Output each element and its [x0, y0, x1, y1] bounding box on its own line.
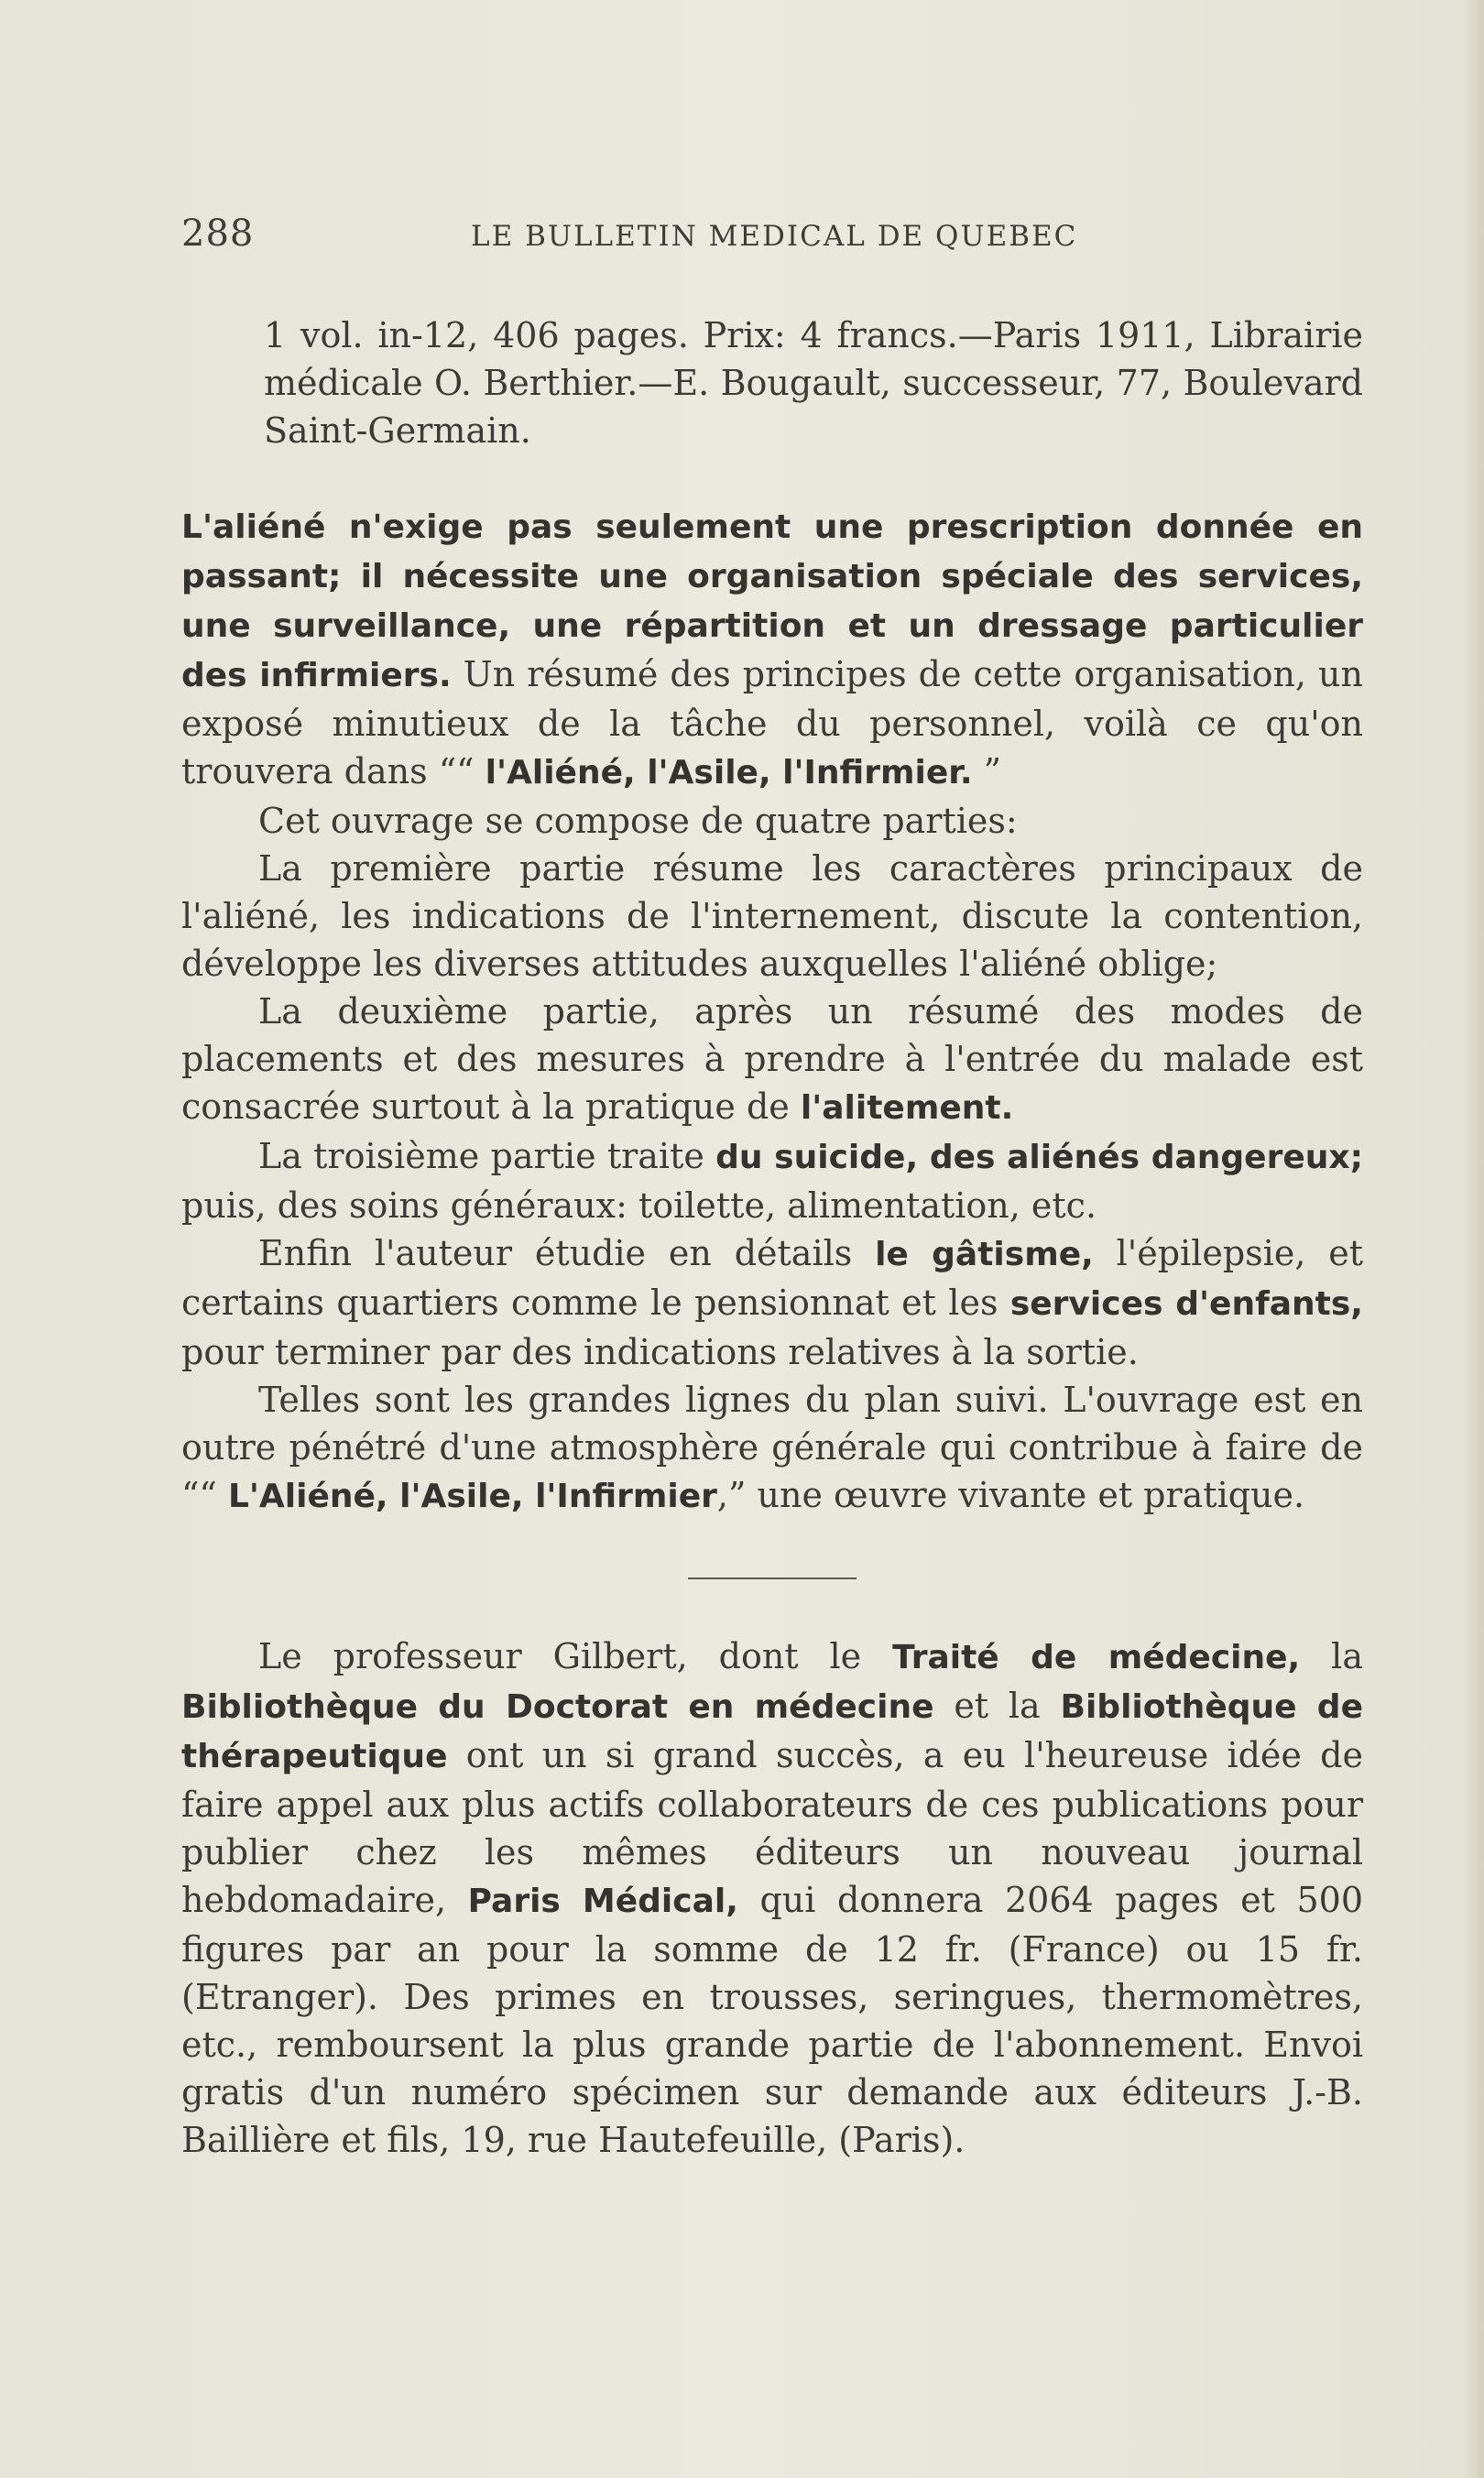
- review-bold: du suicide, des aliénés dangereux;: [715, 1139, 1363, 1176]
- review-paragraph-1: [181, 502, 1363, 797]
- book-title: l'Aliéné, l'Asile, l'Infirmier.: [485, 754, 973, 791]
- review-bold-intro: L'aliéné n'exige pas seulement une prescription donnée en passant; il nécessite une organisation spéciale des services, une surveillance, une répartition et un dressage particulier des infirmiers.: [181, 508, 1363, 694]
- review-paragraph-5: [181, 1132, 1363, 1229]
- review-text: Enfin l'auteur étudie en détails: [258, 1233, 876, 1273]
- notice-bold: Traité de médecine,: [892, 1639, 1301, 1676]
- review-bold: l'alitement.: [800, 1089, 1014, 1127]
- notice-bold: Paris Médical,: [467, 1883, 738, 1920]
- page-body: [181, 311, 1363, 2164]
- page-number: 288: [181, 213, 255, 255]
- notice-bold: Bibliothèque de thérapeutique: [181, 1688, 1363, 1775]
- section-divider: [688, 1577, 857, 1579]
- book-title: L'Aliéné, l'Asile, l'Infirmier: [227, 1478, 717, 1515]
- review-paragraph-6: [181, 1229, 1363, 1376]
- review-paragraph-4: [181, 988, 1363, 1132]
- notice-text: ont un si grand succès, a eu l'heureuse idée de faire appel aux plus actifs collaborateurs de ces publications pour publier chez les mêmes éditeurs un nouveau journal hebdomadaire,: [181, 1735, 1363, 1920]
- notice-text: la: [1300, 1636, 1363, 1676]
- review-paragraph-2: Cet ouvrage se compose de quatre parties:: [258, 801, 1018, 841]
- page-edge-shadow: [1462, 0, 1484, 2478]
- review-text: La deuxième partie, après un résumé des modes de placements et des mesures à prendre à l'entrée du malade est consacrée surtout à la pratique de: [181, 991, 1363, 1127]
- review-paragraph-3: La première partie résume les caractères principaux de l'aliéné, les indications de l'internement, discute la contention, développe les diverses attitudes auxquelles l'aliéné oblige;: [181, 848, 1363, 984]
- review-text: Telles sont les grandes lignes du plan suivi. L'ouvrage est en outre pénétré d'une atmosphère générale qui contribue à faire de ““: [181, 1380, 1363, 1515]
- page-header: [181, 213, 1363, 267]
- review-text: ,” une œuvre vivante et pratique.: [716, 1475, 1305, 1515]
- review-text: l'épilepsie, et certains quartiers comme le pensionnat et les: [181, 1233, 1363, 1323]
- review-text: La troisième partie traite: [258, 1136, 716, 1176]
- review-bold: le gâtisme,: [875, 1236, 1094, 1273]
- notice-paragraph: [181, 1632, 1363, 2164]
- quote-close: ”: [972, 751, 1002, 791]
- notice-bold: Bibliothèque du Doctorat en médecine: [181, 1688, 934, 1726]
- review-bold: services d'enfants,: [1009, 1285, 1363, 1323]
- publication-line: 1 vol. in-12, 406 pages. Prix: 4 francs.—Paris 1911, Librairie médicale O. Berthier.—E. Bougault, successeur, 77, Boulevard Saint-Germain.: [264, 315, 1363, 451]
- review-text: Un résumé des principes de cette organisation, un exposé minutieux de la tâche du personnel, voilà ce qu'on trouvera dans: [181, 654, 1363, 791]
- notice-text: et la: [933, 1686, 1061, 1726]
- review-text: pour terminer par des indications relatives à la sortie.: [181, 1332, 1139, 1372]
- review-paragraph-7: [181, 1376, 1363, 1521]
- running-title: LE BULLETIN MEDICAL DE QUEBEC: [471, 220, 1078, 253]
- notice-text: Le professeur Gilbert, dont le: [258, 1636, 893, 1676]
- notice-text: qui donnera 2064 pages et 500 figures par an pour la somme de 12 fr. (France) ou 15 fr. (Etranger). Des primes en trousses, seringues, thermomètres, etc., remboursent la plus grande partie de l'abonnement. Envoi gratis d'un numéro spécimen sur demande aux éditeurs J.-B. Baillière et fils, 19, rue Hautefeuille, (Paris).: [181, 1880, 1364, 2160]
- review-text: puis, des soins généraux: toilette, alimentation, etc.: [181, 1185, 1097, 1226]
- quote-open: ““: [438, 751, 486, 791]
